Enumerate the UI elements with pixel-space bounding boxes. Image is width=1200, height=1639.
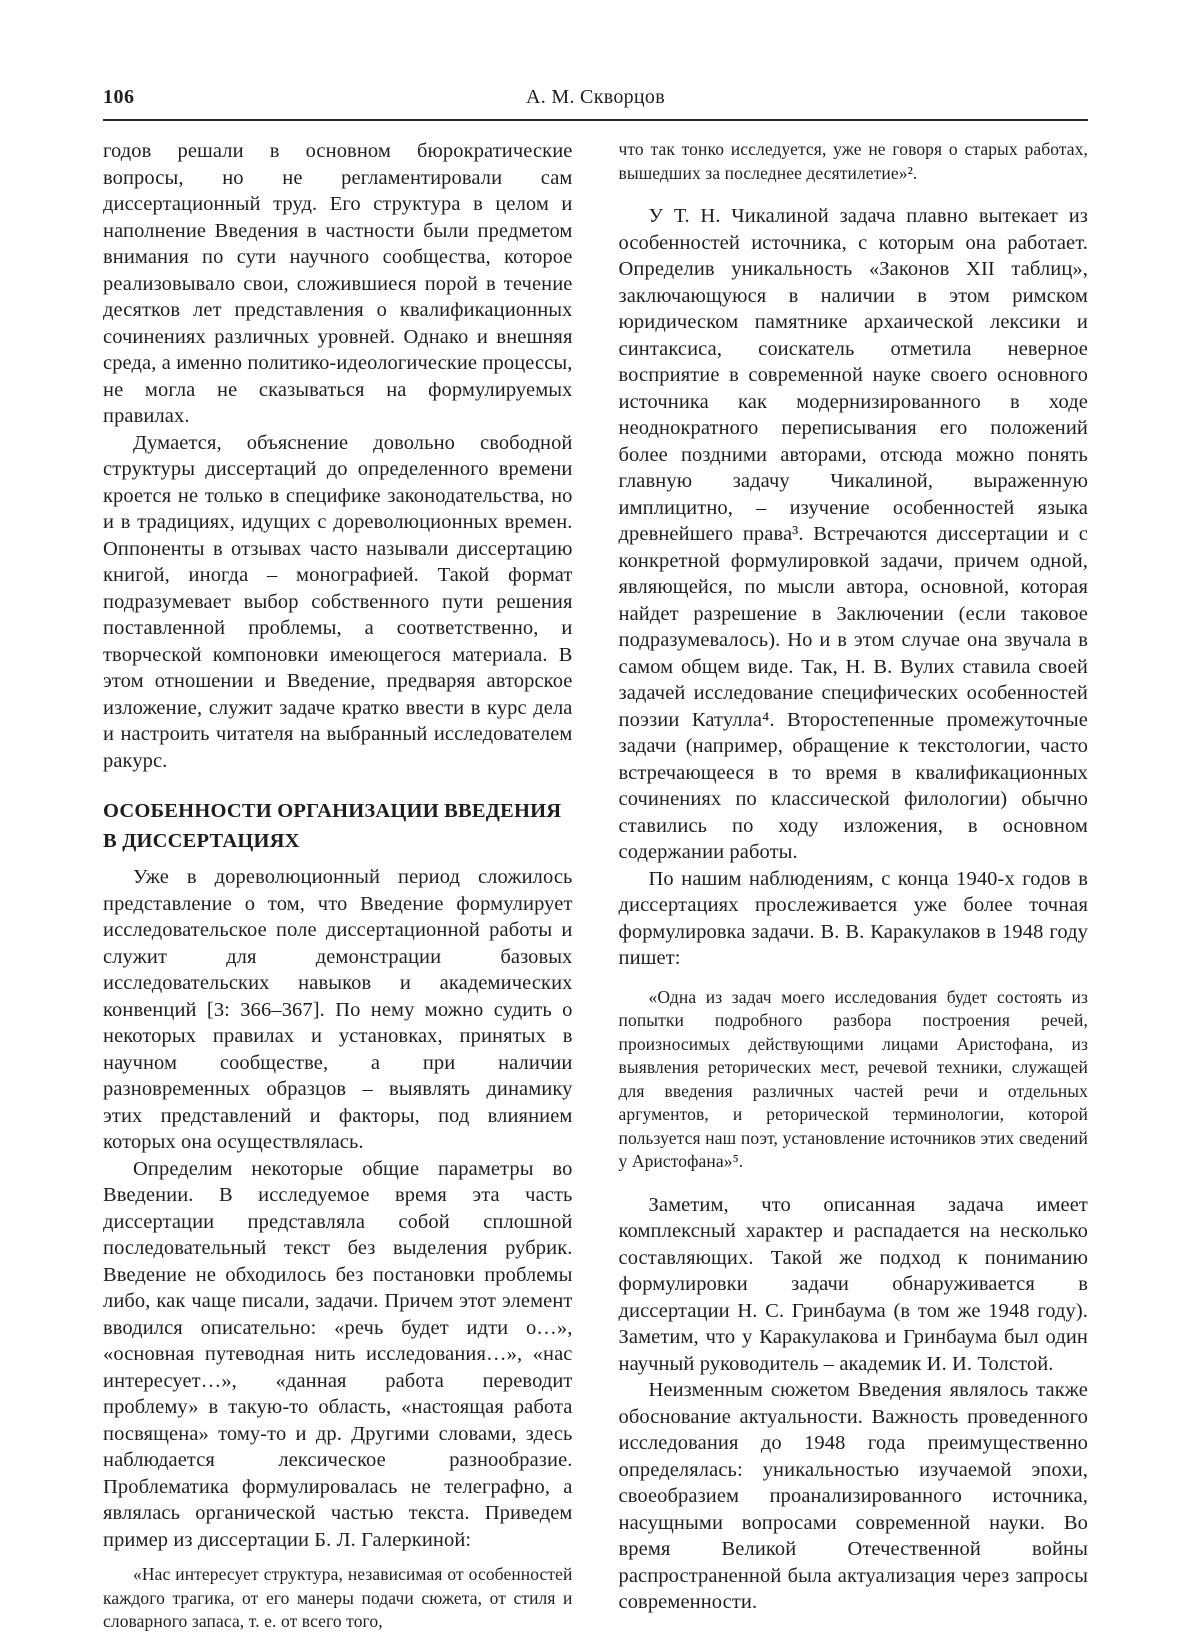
left-column bbox=[103, 138, 573, 1634]
page-header bbox=[103, 86, 1088, 114]
block-quote: «Нас интересует структура, независимая от особенностей каждого трагика, от его манеры подачи сюжета, от стиля и словарного запаса, т. е. от всего того, bbox=[103, 1564, 573, 1631]
section-heading: ОСОБЕННОСТИ ОРГАНИЗАЦИИ ВВЕДЕНИЯ В ДИССЕРТАЦИЯХ bbox=[103, 800, 562, 852]
block-quote-continuation: что так тонко исследуется, уже не говоря о старых работах, вышедших за последнее десятилетие»². bbox=[618, 139, 1088, 183]
paragraph: У Т. Н. Чикалиной задача плавно вытекает из особенностей источника, с которым она работает. Определив уникальность «Законов XII таблиц», заключающуюся в наличии в этом римском юридическом памятнике архаической лексики и синтаксиса, соискатель отметила неверное восприятие в современной науке своего основного источника как модернизированного в ходе неоднократного переписывания его положений более поздними авторами, отсюда можно понять главную задачу Чикалиной, выраженную имплицитно, – изучение особенностей языка древнейшего права³. Встречаются диссертации и с конкретной формулировкой задачи, причем одной, являющейся, по мысли автора, основной, которая найдет разрешение в Заключении (если таковое подразумевалось). Но и в этом случае она звучала в самом общем виде. Так, Н. В. Вулих ставила своей задачей исследование специфических особенностей поэзии Катулла⁴. Второстепенные промежуточные задачи (например, обращение к текстологии, часто встречающееся в то время в квалификационных сочинениях по классической филологии) обычно ставились по ходу изложения, в основном содержании работы. bbox=[618, 205, 1088, 863]
paragraph-continuation: годов решали в основном бюрократические вопросы, но не регламентировали сам диссертационный труд. Его структура в целом и наполнение Введения в частности были предметом внимания по сути научного сообщества, которое реализовывало свои, сложившиеся порой в течение десятков лет представления о квалификационных сочинениях различных уровней. Однако и внешняя среда, а именно политико-идеологические процессы, не могла не сказываться на формулируемых правилах. bbox=[103, 140, 573, 427]
block-quote: «Одна из задач моего исследования будет состоять из попытки подробного разбора построения речей, произносимых действующими лицами Аристофана, из выявления реторических мест, речевой техники, служащей для введения различных частей речи и отдельных аргументов, и реторической терминологии, которой пользуется наш поэт, установление источников этих сведений у Аристофана»⁵. bbox=[618, 986, 1088, 1171]
right-column bbox=[619, 138, 1089, 1634]
paragraph: Думается, объяснение довольно свободной структуры диссертаций до определенного времени кроется не только в специфике законодательства, но и в традициях, идущих с дореволюционных времен. Оппоненты в отзывах часто называли диссертацию книгой, иногда – монографией. Такой формат подразумевает выбор собственного пути решения поставленной проблемы, а соответственно, и творческой компоновки имеющегося материала. В этом отношении и Введение, предваряя авторское изложение, служит задаче кратко ввести в курс дела и настроить читателя на выбранный исследователем ракурс. bbox=[103, 431, 573, 772]
paragraph: Определим некоторые общие параметры во Введении. В исследуемое время эта часть диссертации представляла собой сплошной последовательный текст без выделения рубрик. Введение не обходилось без постановки проблемы либо, как чаще писали, задачи. Причем этот элемент вводился описательно: «речь будет идти о…», «основная путеводная нить исследования…», «нас интересует…», «данная работа переводит проблему» в такую-то область, «настоящая работа посвящена» тому-то и др. Другими словами, здесь наблюдается лексическое разнообразие. Проблематика формулировалась не телеграфно, а являлась органической частью текста. Приведем пример из диссертации Б. Л. Галеркиной: bbox=[103, 1157, 573, 1551]
paragraph: Заметим, что описанная задача имеет комплексный характер и распадается на несколько составляющих. Такой же подход к пониманию формулировки задачи обнаруживается в диссертации Н. С. Гринбаума (в том же 1948 году). Заметим, что у Каракулакова и Гринбаума был один научный руководитель – академик И. И. Толстой. bbox=[618, 1193, 1088, 1375]
paragraph: По нашим наблюдениям, с конца 1940-х годов в диссертациях прослеживается уже более точная формулировка задачи. В. В. Каракулаков в 1948 году пишет: bbox=[618, 867, 1088, 969]
header-rule bbox=[103, 119, 1088, 121]
page-number: 106 bbox=[103, 86, 135, 108]
running-head-author: А. М. Скворцов bbox=[526, 86, 665, 108]
two-column-body bbox=[103, 138, 1088, 1634]
paragraph: Неизменным сюжетом Введения являлось также обоснование актуальности. Важность проведенного исследования до 1948 года преимущественно определялась: уникальностью изучаемой эпохи, своеобразием проанализированного источника, насущными вопросами современной науки. Во время Великой Отечественной войны распространенной была актуализация через запросы современности. bbox=[618, 1379, 1088, 1613]
paragraph: Уже в дореволюционный период сложилось представление о том, что Введение формулирует исследовательское поле диссертационной работы и служит для демонстрации базовых исследовательских навыков и академических конвенций [3: 366–367]. По нему можно судить о некоторых правилах и установках, принятых в научном сообществе, а при наличии разновременных образцов – выявлять динамику этих представлений и факторы, под влиянием которых она осуществлялась. bbox=[103, 866, 573, 1153]
